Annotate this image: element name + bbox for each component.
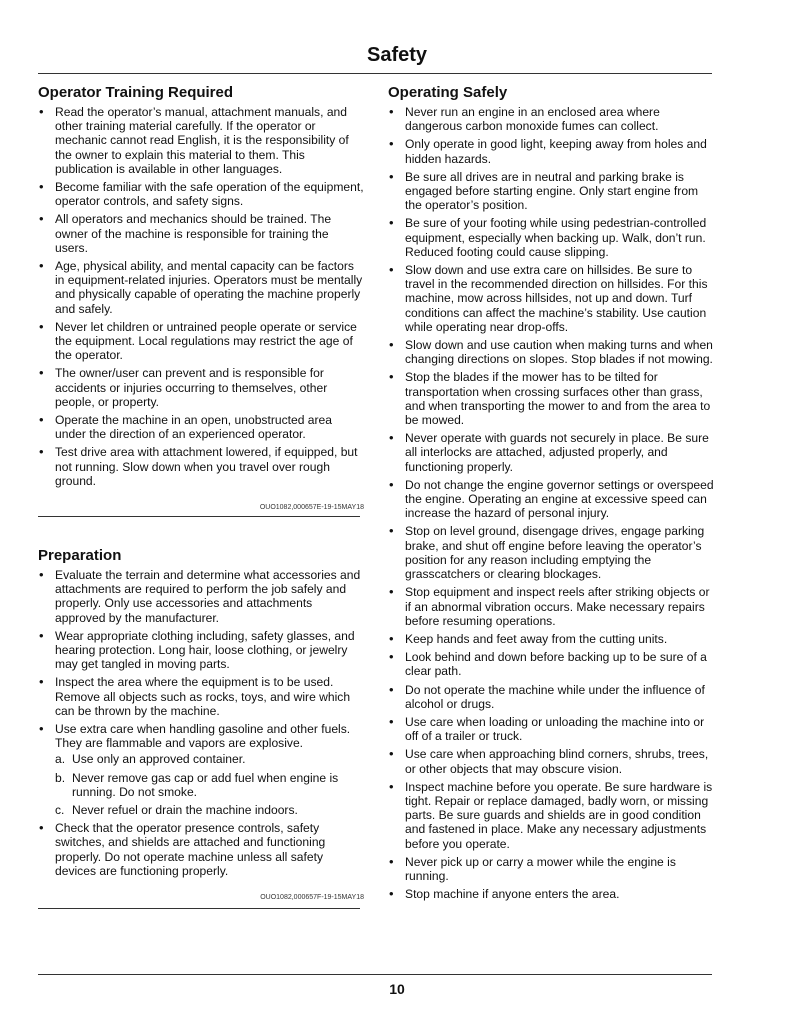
list-item: • Use care when approaching blind corners, shrubs, trees, or other objects that may obscure vision. — [388, 747, 716, 775]
list-item: • The owner/user can prevent and is responsible for accidents or injuries occurring to themselves, other people, or property. — [38, 366, 364, 409]
reference-code: OUO1082,000657E-19-15MAY18 — [259, 504, 364, 512]
sub-item-text: Never remove gas cap or add fuel when engine is running. Do not smoke. — [72, 770, 339, 799]
sub-list — [55, 752, 364, 817]
list-item: • Read the operator’s manual, attachment manuals, and other training material carefully. If the operator or mechanic cannot read English, it is the responsibility of the owner to explain this material to them. This publication is available in other languages. — [38, 105, 364, 176]
list-item: • Slow down and use caution when making turns and when changing directions on slopes. Stop blades if not mowing. — [388, 338, 716, 366]
section-heading: Operating Safely — [388, 84, 508, 101]
list-item: • All operators and mechanics should be trained. The owner of the machine is responsible for training the users. — [38, 212, 364, 255]
header-rule — [38, 73, 712, 74]
sub-item-letter: a. — [55, 752, 66, 767]
footer-rule — [38, 974, 712, 975]
operator-training-list — [38, 105, 364, 488]
operating-safely-section — [388, 84, 716, 905]
list-item: • Stop the blades if the mower has to be tilted for transportation when crossing surfaces other than grass, and when transporting the mower to and from the area to be mowed. — [388, 370, 716, 427]
list-item: • Evaluate the terrain and determine what accessories and attachments are required to perform the job safely and properly. Only use accessories and attachments approved by the manufacturer. — [38, 568, 364, 625]
operating-safely-list — [388, 105, 716, 901]
list-item: • Do not operate the machine while under the influence of alcohol or drugs. — [388, 683, 716, 711]
list-item: • Wear appropriate clothing including, safety glasses, and hearing protection. Long hair, loose clothing, or jewelry may get tangled in moving parts. — [38, 629, 364, 672]
preparation-section — [38, 547, 364, 901]
list-item: • Inspect machine before you operate. Be sure hardware is tight. Repair or replace damaged, badly worn, or missing parts. Be sure guards and shields are in good condition and fastened in place. Make any necessary adjustments before you operate. — [388, 780, 716, 851]
list-item: • Become familiar with the safe operation of the equipment, operator controls, and safety signs. — [38, 180, 364, 208]
section-heading: Preparation — [38, 547, 122, 564]
list-item: • Never operate with guards not securely in place. Be sure all interlocks are attached, adjusted properly, and functioning properly. — [388, 431, 716, 474]
list-item: • Use care when loading or unloading the machine into or off of a trailer or truck. — [388, 715, 716, 743]
list-item-text: Use extra care when handling gasoline and other fuels. They are flammable and vapors are explosive. — [55, 722, 351, 751]
list-item — [38, 722, 364, 817]
list-item: • Check that the operator presence controls, safety switches, and shields are attached and functioning properly. Do not operate machine unless all safety devices are functioning properly. — [38, 821, 364, 878]
list-item: • Inspect the area where the equipment is to be used. Remove all objects such as rocks, toys, and wire which can be thrown by the machine. — [38, 675, 364, 718]
list-item: • Stop equipment and inspect reels after striking objects or if an abnormal vibration occurs. Make necessary repairs before resuming operations. — [388, 585, 716, 628]
list-item: • Never let children or untrained people operate or service the equipment. Local regulations may restrict the age of the operator. — [38, 320, 364, 363]
list-item: • Be sure all drives are in neutral and parking brake is engaged before starting engine. Only start engine from the operator’s position. — [388, 170, 716, 213]
list-item: • Slow down and use extra care on hillsides. Be sure to travel in the recommended direction on hillsides. For this machine, mow across hillsides, not up and down. Turf conditions can affect the machine’s stability. Use caution while operating near drop-offs. — [388, 263, 716, 334]
list-item: • Stop machine if anyone enters the area. — [388, 887, 716, 901]
list-item: • Do not change the engine governor settings or overspeed the engine. Operating an engine at excessive speed can increase the hazard of personal injury. — [388, 478, 716, 521]
page-number: 10 — [389, 981, 405, 997]
preparation-list — [38, 568, 364, 878]
list-item: • Test drive area with attachment lowered, if equipped, but not running. Slow down when you travel over rough ground. — [38, 445, 364, 488]
sub-item-text: Never refuel or drain the machine indoors. — [72, 803, 298, 818]
list-item: • Never pick up or carry a mower while the engine is running. — [388, 855, 716, 883]
section-rule — [38, 516, 360, 517]
list-item: • Be sure of your footing while using pedestrian-controlled equipment, especially when backing up. Walk, don’t run. Reduced footing could cause slipping. — [388, 216, 716, 259]
list-item: • Operate the machine in an open, unobstructed area under the direction of an experienced operator. — [38, 413, 364, 441]
operator-training-section — [38, 84, 364, 511]
list-item: • Keep hands and feet away from the cutting units. — [388, 632, 716, 646]
list-item: • Never run an engine in an enclosed area where dangerous carbon monoxide fumes can collect. — [388, 105, 716, 133]
reference-code: OUO1082,000657F-19-15MAY18 — [260, 894, 364, 902]
sub-item-text: Use only an approved container. — [72, 752, 246, 767]
sub-item — [55, 803, 364, 817]
list-item: • Stop on level ground, disengage drives, engage parking brake, and shut off engine before leaving the operator’s position for any reason including emptying the grasscatchers or clearing blockages. — [388, 524, 716, 581]
list-item: • Look behind and down before backing up to be sure of a clear path. — [388, 650, 716, 678]
list-item: • Only operate in good light, keeping away from holes and hidden hazards. — [388, 137, 716, 165]
section-rule — [38, 908, 360, 909]
section-heading: Operator Training Required — [38, 84, 234, 101]
sub-item — [55, 771, 364, 799]
sub-item-letter: c. — [55, 803, 65, 818]
page-title: Safety — [366, 44, 428, 66]
list-item: • Age, physical ability, and mental capacity can be factors in equipment-related injuries. Operators must be mentally and physically capable of operating the machine properly and safely. — [38, 259, 364, 316]
sub-item-letter: b. — [55, 770, 66, 785]
sub-item — [55, 752, 364, 766]
